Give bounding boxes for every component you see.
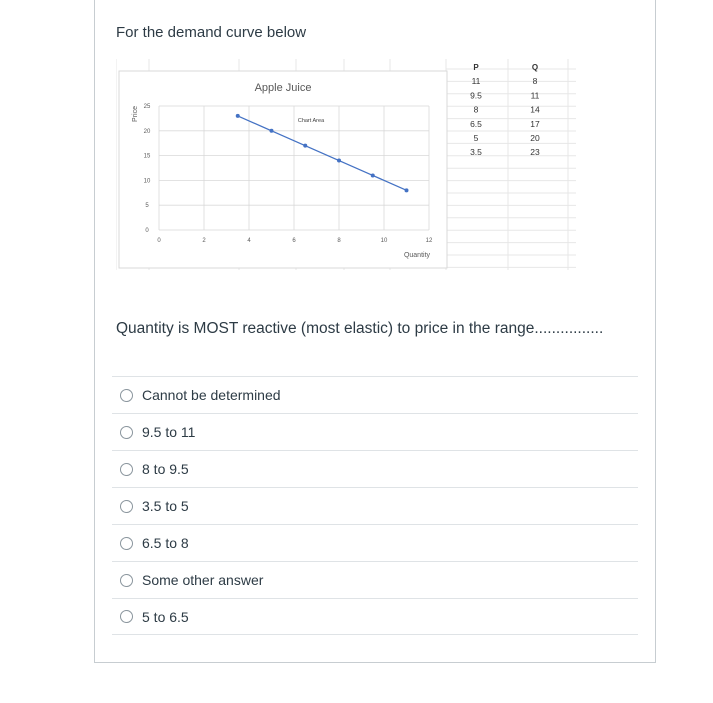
x-tick-label: 8	[337, 238, 341, 244]
radio-button[interactable]	[120, 610, 133, 623]
radio-button[interactable]	[120, 574, 133, 587]
quiz-question-card	[94, 0, 656, 663]
demand-chart	[116, 59, 576, 274]
table-cell: 23	[530, 147, 540, 158]
demand-curve-figure	[116, 59, 576, 274]
chart-title: Apple Juice	[254, 82, 312, 94]
radio-button[interactable]	[120, 426, 133, 439]
table-cell: 11	[471, 76, 481, 87]
data-point	[405, 188, 409, 192]
question-text: Quantity is MOST reactive (most elastic) to price in the range................	[116, 320, 604, 337]
y-tick-label: 25	[143, 104, 151, 110]
table-cell: 17	[530, 118, 540, 129]
y-tick-label: 5	[145, 203, 149, 210]
answer-option[interactable]	[112, 524, 638, 561]
answer-list	[112, 376, 638, 635]
radio-button[interactable]	[120, 537, 133, 550]
table-header-cell: Q	[531, 63, 539, 72]
x-tick-label: 4	[247, 238, 251, 244]
answer-label: 5 to 6.5	[142, 608, 189, 625]
radio-button[interactable]	[120, 500, 133, 513]
answer-option[interactable]	[112, 487, 638, 524]
x-tick-label: 6	[292, 238, 296, 244]
answer-option[interactable]	[112, 450, 638, 487]
y-tick-label: 10	[143, 178, 151, 185]
table-cell: 11	[530, 90, 540, 101]
answer-option[interactable]	[112, 413, 638, 450]
x-tick-label: 2	[202, 238, 206, 244]
table-cell: 8	[532, 76, 538, 87]
answer-option[interactable]	[112, 561, 638, 598]
data-point	[236, 114, 240, 118]
radio-button[interactable]	[120, 463, 133, 476]
table-cell: 14	[530, 104, 540, 115]
answer-label: 9.5 to 11	[142, 424, 196, 440]
data-point	[270, 129, 274, 133]
y-tick-label: 20	[143, 128, 151, 135]
table-cell: 20	[530, 133, 540, 143]
answer-option[interactable]	[112, 598, 638, 635]
table-cell: 5	[473, 133, 479, 143]
y-tick-label: 0	[145, 228, 149, 234]
question-prompt: For the demand curve below	[116, 24, 307, 41]
data-point	[371, 173, 375, 177]
data-point	[337, 159, 341, 163]
table-cell: 9.5	[470, 90, 482, 101]
answer-label: 6.5 to 8	[142, 535, 189, 551]
x-axis-label: Quantity	[403, 252, 431, 259]
y-tick-label: 15	[143, 153, 151, 160]
answer-label: Some other answer	[142, 572, 264, 588]
x-tick-label: 12	[425, 238, 433, 244]
x-tick-label: 10	[380, 238, 388, 244]
answer-option[interactable]	[112, 376, 638, 413]
answer-label: Cannot be determined	[142, 387, 281, 403]
table-cell: 8	[473, 104, 479, 115]
answer-label: 8 to 9.5	[142, 461, 189, 477]
x-tick-label: 0	[157, 238, 161, 244]
table-header-cell: P	[473, 63, 479, 72]
table-cell: 6.5	[470, 118, 482, 129]
chart-area-box	[119, 71, 447, 268]
radio-button[interactable]	[120, 389, 133, 402]
table-cell: 3.5	[470, 147, 482, 158]
answer-label: 3.5 to 5	[142, 498, 189, 514]
data-point	[303, 144, 307, 148]
chart-area-tooltip: Chart Area	[297, 118, 325, 124]
y-axis-label: Price	[132, 106, 139, 122]
